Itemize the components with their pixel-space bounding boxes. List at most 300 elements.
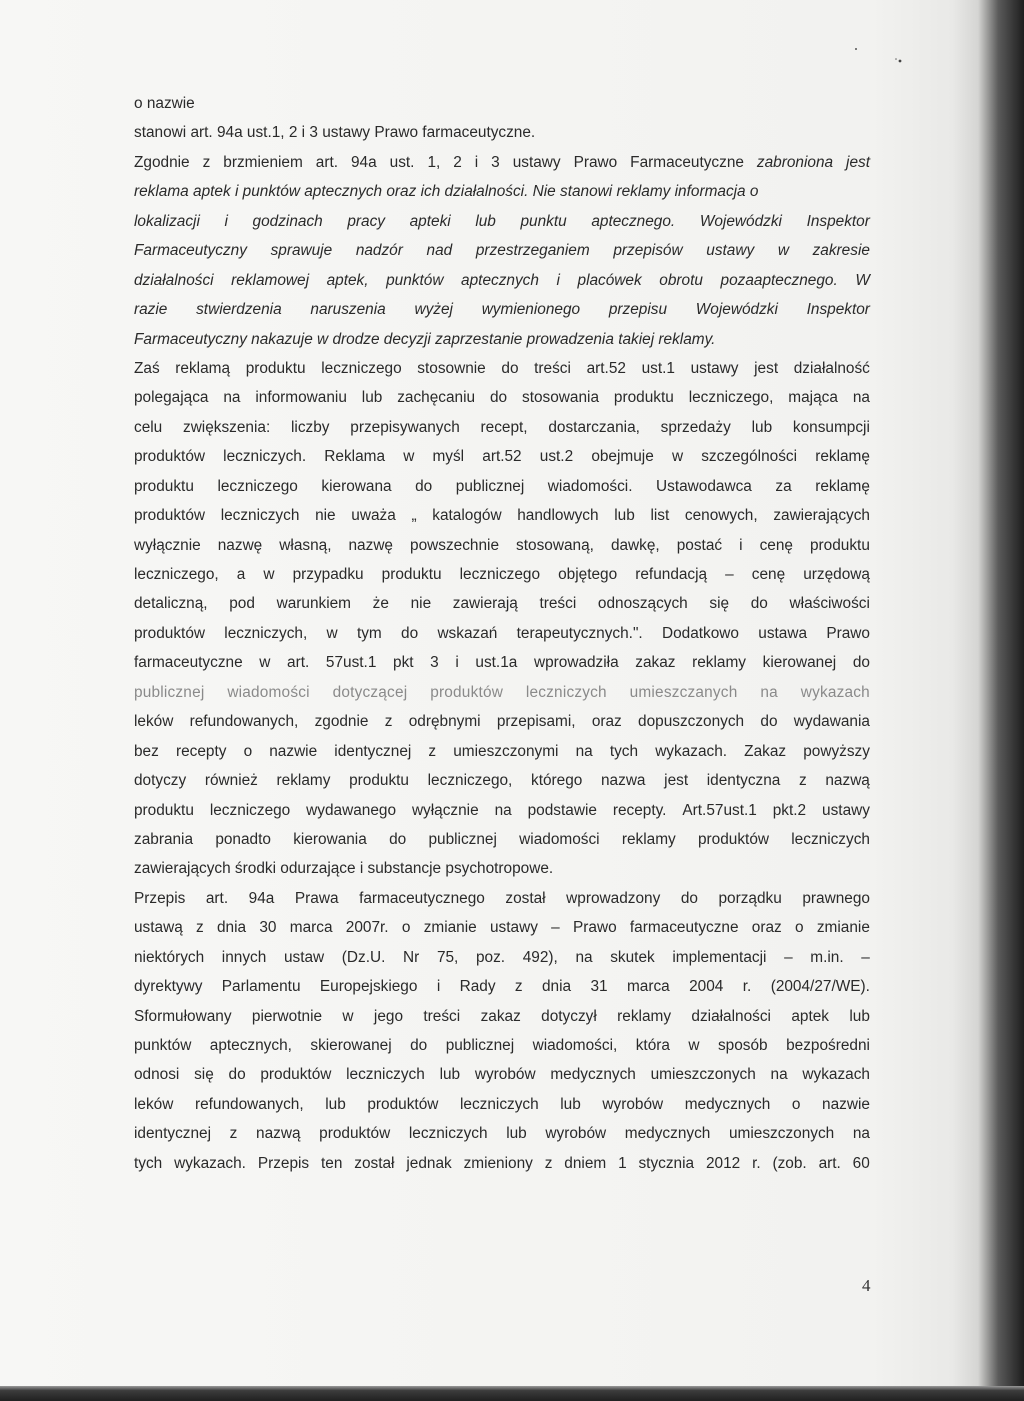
word: 2012 <box>705 1154 741 1172</box>
word: pracy <box>347 212 385 230</box>
word: działalność <box>793 359 870 377</box>
word: leczniczych <box>525 683 607 701</box>
word: o <box>243 742 253 760</box>
word: treści <box>534 359 571 377</box>
word: wyłącznie <box>134 536 201 554</box>
word: prawnego <box>802 889 870 907</box>
word: porządku <box>718 889 782 907</box>
word: przepisami, <box>496 713 576 731</box>
word: do <box>750 595 768 613</box>
word: Nr <box>403 948 420 966</box>
word: wykazach <box>800 683 870 701</box>
word: detaliczną, <box>134 595 208 613</box>
word: z <box>428 742 437 760</box>
word: leków <box>134 1095 174 1113</box>
word: apteki <box>409 212 451 230</box>
word: informowaniu <box>255 389 347 407</box>
page-number: 4 <box>862 1276 871 1295</box>
word: stosownie <box>417 359 486 377</box>
word: 3 <box>430 654 439 672</box>
text-line <box>134 766 870 795</box>
word: mająca <box>788 389 838 407</box>
word: jego <box>373 1007 404 1025</box>
word: ustawy <box>490 919 538 937</box>
word: identycznej <box>334 742 412 760</box>
word: wykazach. <box>174 1154 246 1172</box>
word: zabrania <box>134 830 194 848</box>
word: implementacji <box>672 948 767 966</box>
word: celu <box>134 418 163 436</box>
word: list <box>650 507 670 525</box>
word: cenowych, <box>684 507 758 525</box>
word: z <box>384 713 393 731</box>
word: szczególności <box>701 448 798 466</box>
word: zakresie <box>812 242 870 260</box>
word: oraz <box>591 713 622 731</box>
word: do <box>490 389 508 407</box>
word: wyrobów <box>545 1125 607 1143</box>
word: odnoszących <box>597 595 688 613</box>
word: wprowadzony <box>566 889 661 907</box>
word: wiadomości, <box>532 1037 618 1054</box>
word: wyłącznie <box>411 801 479 819</box>
word: do <box>401 624 419 642</box>
word: leczniczego <box>209 801 291 819</box>
word: punktu <box>520 212 567 230</box>
text-line <box>134 177 870 206</box>
word: na <box>852 1125 870 1143</box>
word: nie <box>410 595 432 613</box>
word: tych <box>609 742 639 760</box>
word: na <box>575 742 593 760</box>
word: brzmieniem <box>223 153 303 171</box>
word: do <box>228 1066 246 1084</box>
word: refundowanych, <box>189 713 299 731</box>
word: medycznych <box>550 1066 636 1084</box>
word: w <box>326 624 338 642</box>
word: się <box>709 595 730 613</box>
word: ustaw <box>283 948 325 966</box>
word: wyrobów <box>602 1095 664 1113</box>
text-line <box>134 325 870 354</box>
word: wiadomości. <box>547 477 633 495</box>
word: Prawo <box>573 153 618 171</box>
text-line <box>134 972 870 1001</box>
word: warunkiem <box>276 595 352 613</box>
word: na <box>575 948 593 966</box>
word: do <box>410 1037 428 1054</box>
word: do <box>501 359 519 377</box>
word: dopuszczonych <box>638 713 745 731</box>
word: w <box>671 448 684 466</box>
word: produktów <box>319 1125 391 1143</box>
word: zgodnie <box>314 713 369 731</box>
word: produktów <box>430 683 504 701</box>
word: na <box>852 389 870 407</box>
word: 2004 <box>689 978 724 996</box>
word: Przepis <box>257 1154 310 1172</box>
word: produktu <box>809 536 870 554</box>
word: zmieniony <box>463 1154 533 1172</box>
word: handlowych <box>517 507 599 525</box>
word: na <box>223 389 241 407</box>
word: własną, <box>279 536 332 554</box>
word: produktów <box>260 1066 332 1084</box>
word: art.52 <box>482 448 522 466</box>
word: w <box>259 654 271 672</box>
word: zmianie <box>816 919 870 937</box>
text-line <box>134 648 870 677</box>
word: z <box>799 772 807 790</box>
word: r. <box>742 978 752 996</box>
word: kierowania <box>293 830 367 848</box>
word: leczniczych <box>459 1095 539 1113</box>
word: farmaceutyczne <box>629 919 739 937</box>
text-line <box>134 943 870 972</box>
word: marca <box>289 919 333 937</box>
word: działalności <box>691 1007 771 1025</box>
word: Farmaceutyczny nakazuje w drodze decyzji zaprzestanie prowadzenia takiej reklamy. <box>134 330 716 348</box>
word: leków <box>134 713 174 731</box>
word: postać <box>676 536 723 554</box>
word: odrębnymi <box>408 713 481 731</box>
word: godzinach <box>252 212 323 230</box>
word: lub <box>439 1066 461 1084</box>
word: publicznej <box>445 1037 515 1054</box>
word: ust. <box>389 153 415 171</box>
text-line <box>134 236 870 265</box>
word: Prawo <box>826 624 870 642</box>
word: nazwa <box>601 772 646 790</box>
word: zakaz <box>635 654 676 672</box>
text-line <box>134 560 870 589</box>
word: dotyczył <box>541 1007 597 1025</box>
word: W <box>855 271 870 289</box>
word: pod <box>229 595 255 613</box>
word: i <box>556 271 560 289</box>
word: Sformułowany <box>134 1007 232 1025</box>
word: 75, <box>436 948 459 966</box>
word: o <box>795 919 804 937</box>
word: stosowaną, <box>516 536 594 554</box>
word: w <box>263 566 275 583</box>
word: reklamowej <box>231 271 309 289</box>
word: Wojewódzki <box>695 301 778 319</box>
word: produktów <box>134 624 206 642</box>
word: zmianie <box>423 919 477 937</box>
word: niektórych <box>134 948 205 966</box>
word: w <box>777 242 789 260</box>
text-line <box>134 1002 870 1031</box>
word: w <box>403 448 415 466</box>
word: identyczna <box>706 772 781 790</box>
word: tych <box>134 1154 163 1172</box>
word: Reklama <box>324 448 386 466</box>
text-line <box>134 472 870 501</box>
word: zawierających środki odurzające i substancje psychotropowe. <box>134 860 554 878</box>
word: do <box>415 477 433 495</box>
word: nazwą <box>825 772 870 790</box>
word: nazwie <box>269 742 318 760</box>
text-line <box>134 913 870 942</box>
word: dotyczącej <box>332 683 408 701</box>
word: lub <box>849 1007 870 1025</box>
word: która <box>635 1037 670 1054</box>
word: umieszczonymi <box>453 742 559 760</box>
word: aptek, <box>326 271 369 289</box>
word: reklamą <box>175 359 231 377</box>
word: treści <box>539 595 577 613</box>
word: Zaś <box>134 359 160 377</box>
text-line <box>134 854 870 883</box>
word: produktu <box>134 477 194 495</box>
word: (Dz.U. <box>341 948 386 966</box>
word: art. <box>315 153 339 171</box>
word: ustawy <box>690 359 739 377</box>
word: terapeutycznych.". <box>516 624 643 642</box>
word: reklamy <box>621 830 676 848</box>
word: zwiększenia: <box>183 418 271 436</box>
word: w <box>342 1007 354 1025</box>
word: liczby <box>291 418 330 436</box>
word: odnosi <box>134 1066 180 1084</box>
word: urzędową <box>803 566 870 583</box>
word: produktu <box>245 359 306 377</box>
word: Parlamentu <box>221 978 301 996</box>
word: (zob. <box>772 1154 807 1172</box>
word: lub <box>361 389 383 407</box>
word: recepty <box>175 742 227 760</box>
word: lub <box>506 1125 527 1143</box>
word: produktu <box>613 389 674 407</box>
word: produktu <box>349 772 409 790</box>
word: aptecznych, <box>209 1037 292 1054</box>
word: obejmuje <box>591 448 654 466</box>
word: obrotu <box>659 271 703 289</box>
text-line <box>134 707 870 736</box>
word: pkt.2 <box>772 801 807 819</box>
word: sposób <box>717 1037 768 1054</box>
word: pozaaptecznego. <box>720 271 838 289</box>
text-line <box>134 89 870 118</box>
word: wprowadziła <box>533 654 619 672</box>
word: w <box>688 1037 700 1054</box>
word: – <box>861 948 870 966</box>
text-line <box>134 1149 870 1178</box>
word: lub <box>325 1095 346 1113</box>
word: na <box>760 683 778 701</box>
word: art. <box>287 654 310 672</box>
word: ponadto <box>215 830 271 848</box>
word: treści <box>423 1007 461 1025</box>
word: na <box>494 801 512 819</box>
word: nazwie <box>822 1095 870 1113</box>
word: Inspektor <box>806 212 870 230</box>
word: – <box>551 919 560 937</box>
word: leczniczego, <box>134 566 219 583</box>
word: wydawania <box>793 713 870 731</box>
word: z <box>229 1125 238 1143</box>
word: stwierdzenia <box>196 301 282 319</box>
word: do <box>852 654 870 672</box>
word: tym <box>356 624 382 642</box>
word: Zgodnie <box>134 153 190 171</box>
word: m.in. <box>810 948 844 966</box>
text-line <box>134 796 870 825</box>
word: zabroniona <box>756 153 834 171</box>
word: cenę <box>751 566 786 583</box>
word: dotyczy <box>134 772 187 790</box>
word: 30 <box>259 919 277 937</box>
word: leczniczych <box>220 507 300 525</box>
word: że <box>372 595 389 613</box>
word: ten <box>321 1154 343 1172</box>
word: podstawie <box>527 801 597 819</box>
text-line <box>134 884 870 913</box>
word: leczniczego, <box>427 772 513 790</box>
word: 3 <box>491 153 500 171</box>
word: 57ust.1 <box>325 654 377 672</box>
word: ustawa <box>758 624 808 642</box>
word: lub <box>560 1095 581 1113</box>
word: stanowi art. 94a ust.1, 2 i 3 ustawy Prawo farmaceutyczne. <box>134 124 536 142</box>
text-line <box>134 678 870 707</box>
word: dawkę, <box>610 536 660 554</box>
word: stosowania <box>522 389 600 407</box>
word: 2007r. <box>345 919 389 937</box>
word: nazwę <box>348 536 393 554</box>
word: przypadku <box>292 566 364 583</box>
word: pkt <box>393 654 414 672</box>
word: polegająca <box>134 389 209 407</box>
word: dnia <box>542 978 572 996</box>
word: Prawa <box>294 889 339 907</box>
word: 94a <box>351 153 377 171</box>
word: objętego <box>558 566 618 583</box>
word: Europejskiego <box>319 978 418 996</box>
word: bez <box>134 742 159 760</box>
text-line <box>134 266 870 295</box>
word: publicznej <box>134 683 205 701</box>
word: przepisów <box>613 242 683 260</box>
word: dnia <box>217 919 247 937</box>
word: leczniczych <box>408 1125 488 1143</box>
word: stycznia <box>638 1154 695 1172</box>
word: identycznej <box>134 1125 211 1143</box>
word: razie <box>134 301 168 319</box>
text-line <box>134 825 870 854</box>
text-line <box>134 619 870 648</box>
word: i <box>436 978 441 996</box>
word: leczniczych <box>346 1066 425 1084</box>
word: art.52 <box>586 359 626 377</box>
word: katalogów <box>432 507 502 525</box>
word: art. <box>818 1154 841 1172</box>
word: ustawy <box>822 801 870 819</box>
word: wskazań <box>437 624 498 642</box>
word: powyższy <box>803 742 870 760</box>
word: Przepis <box>134 889 186 907</box>
word: działalności <box>134 271 214 289</box>
text-line <box>134 1119 870 1148</box>
word: zawierają <box>452 595 518 613</box>
word: 1 <box>618 1154 627 1172</box>
word: umieszczonych <box>729 1125 835 1143</box>
word: do <box>760 713 778 731</box>
word: produktów <box>697 830 769 848</box>
word: kierowanej <box>762 654 837 672</box>
word: aptecznego. <box>591 212 676 230</box>
word: na <box>770 1066 788 1084</box>
word: przepisywanych <box>350 418 460 436</box>
word: produktów <box>134 448 206 466</box>
word: nad <box>426 242 453 260</box>
word: nazwę <box>217 536 263 554</box>
word: bezpośredni <box>786 1037 870 1054</box>
text-line <box>134 531 870 560</box>
word: reklama aptek i punktów aptecznych oraz ich działalności. Nie stanowi reklamy informacja o <box>134 183 759 201</box>
text-line <box>134 1090 870 1119</box>
word: wykazach <box>802 1066 870 1084</box>
word: i <box>224 212 228 230</box>
word: jest <box>846 153 870 171</box>
word: którego <box>531 772 583 790</box>
word: farmaceutycznego <box>359 889 485 907</box>
word: leczniczego <box>321 359 402 377</box>
word: 94a <box>248 889 275 907</box>
word: medycznych <box>684 1095 771 1113</box>
word: cenę <box>759 536 793 554</box>
word: lub <box>475 212 496 230</box>
word: 1, <box>427 153 441 171</box>
word: wiadomości <box>227 683 310 701</box>
word: dostarczania, <box>548 418 640 436</box>
text-line <box>134 207 870 236</box>
word: aptecznych <box>461 271 539 289</box>
word: naruszenia <box>310 301 386 319</box>
word: myśl <box>432 448 465 466</box>
word: produktów <box>134 507 206 525</box>
word: o nazwie <box>134 95 195 112</box>
word: publicznej <box>455 477 525 495</box>
word: ust.2 <box>539 448 574 466</box>
word: – <box>725 566 734 583</box>
text-line <box>134 413 870 442</box>
word: Farmaceutyczny <box>134 242 247 260</box>
word: placówek <box>577 271 642 289</box>
word: Art.57ust.1 <box>682 801 757 819</box>
word: 492), <box>522 948 558 966</box>
word: sprawuje <box>270 242 333 260</box>
word: (2004/27/WE). <box>770 978 870 996</box>
word: – <box>784 948 793 966</box>
word: art. <box>205 889 229 907</box>
word: skutek <box>610 948 655 966</box>
word: Inspektor <box>806 301 870 319</box>
word: leczniczego, <box>688 389 774 407</box>
word: umieszczanych <box>629 683 738 701</box>
word: lub <box>751 418 773 436</box>
word: jest <box>754 359 779 377</box>
word: produktu <box>134 801 194 819</box>
word: z <box>196 919 204 937</box>
word: medycznych <box>624 1125 711 1143</box>
word: Ustawodawca <box>656 477 752 495</box>
word: nadzór <box>355 242 403 260</box>
word: publicznej <box>428 830 497 848</box>
word: właściwości <box>789 595 870 613</box>
word: 31 <box>590 978 608 996</box>
